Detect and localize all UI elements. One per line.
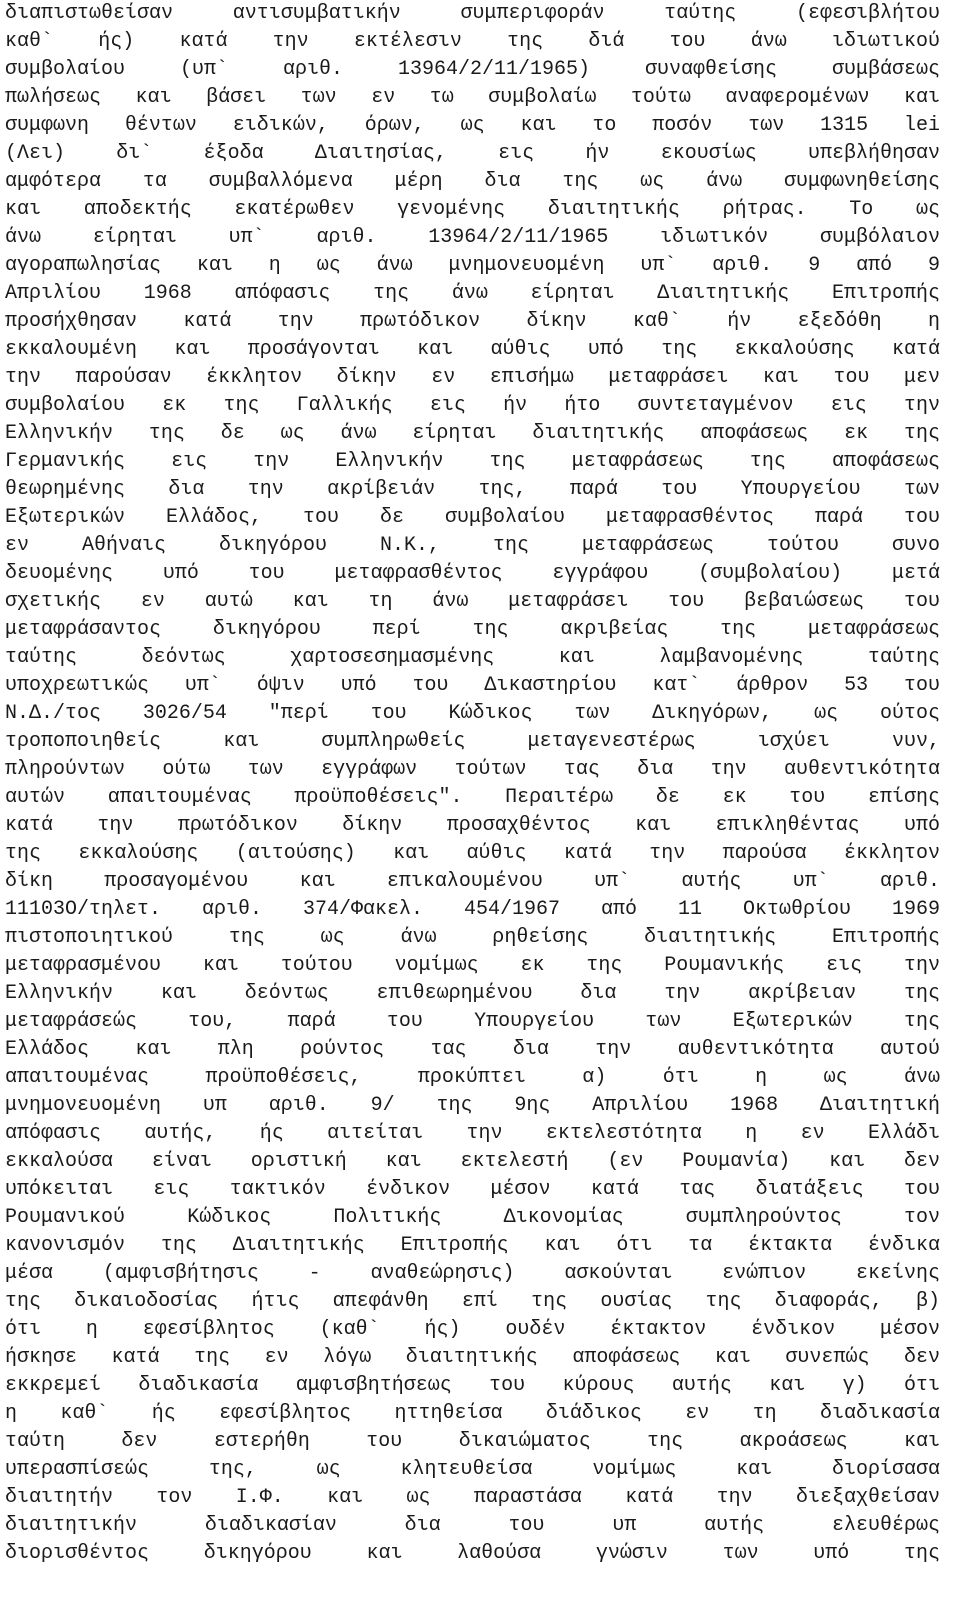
text-line: ήσκησε κατά της εν λόγω διαιτητικής αποφάσεως και συνεπώς δεν — [5, 1346, 940, 1369]
text-line: Απριλίου 1968 απόφασις της άνω είρηται Διαιτητικής Επιτροπής — [5, 282, 940, 305]
text-line: διαιτητικήν διαδικασίαν δια του υπ αυτής ελευθέρως — [5, 1514, 940, 1537]
text-line: πιστοποιητικού της ως άνω ρηθείσης διαιτητικής Επιτροπής — [5, 926, 940, 949]
text-line: ταύτη δεν εστερήθη του δικαιώματος της ακροάσεως και — [5, 1430, 940, 1453]
document-body — [5, 0, 940, 1568]
text-line: συμβολαίου εκ της Γαλλικής εις ήν ήτο συντεταγμένον εις την — [5, 394, 940, 417]
text-line: δευομένης υπό του μεταφρασθέντος εγγράφου (συμβολαίου) μετά — [5, 562, 940, 585]
text-line: ότι η εφεσίβλητος (καθ` ής) ουδέν έκτακτον ένδικον μέσον — [5, 1318, 940, 1341]
text-line: υπερασπίσεώς της, ως κλητευθείσα νομίμως και διορίσασα — [5, 1458, 940, 1481]
text-line: μεταφρασμένου και τούτου νομίμως εκ της Ρουμανικής εις την — [5, 954, 940, 977]
text-line: καθ` ής) κατά την εκτέλεσιν της διά του άνω ιδιωτικού — [5, 30, 940, 53]
text-line: απόφασις αυτής, ής αιτείται την εκτελεστότητα η εν Ελλάδι — [5, 1122, 940, 1145]
text-line: την παρούσαν έκκλητον δίκην εν επισήμω μεταφράσει και του μεν — [5, 366, 940, 389]
text-line: υπόκειται εις τακτικόν ένδικον μέσον κατά τας διατάξεις του — [5, 1178, 940, 1201]
text-line: Ελλάδος και πλη ρούντος τας δια την αυθεντικότητα αυτού — [5, 1038, 940, 1061]
text-line: θεωρημένης δια την ακρίβειάν της, παρά του Υπουργείου των — [5, 478, 940, 501]
text-line: άνω είρηται υπ` αριθ. 13964/2/11/1965 ιδιωτικόν συμβόλαιον — [5, 226, 940, 249]
text-line: Ελληνικήν της δε ως άνω είρηται διαιτητικής αποφάσεως εκ της — [5, 422, 940, 445]
text-line: και αποδεκτής εκατέρωθεν γενομένης διαιτητικής ρήτρας. Το ως — [5, 198, 940, 221]
text-line: διαπιστωθείσαν αντισυμβατικήν συμπεριφοράν ταύτης (εφεσιβλήτου — [5, 2, 940, 25]
text-line: της δικαιοδοσίας ήτις απεφάνθη επί της ουσίας της διαφοράς, β) — [5, 1290, 940, 1313]
text-line: η καθ` ής εφεσίβλητος ηττηθείσα διάδικος εν τη διαδικασία — [5, 1402, 940, 1425]
text-line: προσήχθησαν κατά την πρωτόδικον δίκην καθ` ήν εξεδόθη η — [5, 310, 940, 333]
text-line: Γερμανικής εις την Ελληνικήν της μεταφράσεως της αποφάσεως — [5, 450, 940, 473]
text-line: δίκη προσαγομένου και επικαλουμένου υπ` αυτής υπ` αριθ. — [5, 870, 940, 893]
text-line: πληρούντων ούτω των εγγράφων τούτων τας δια την αυθεντικότητα — [5, 758, 940, 781]
text-line: αυτών απαιτουμένας προϋποθέσεις". Περαιτέρω δε εκ του επίσης — [5, 786, 940, 809]
text-line: 11103Ο/τηλετ. αριθ. 374/Φακελ. 454/1967 από 11 Οκτωθρίου 1969 — [5, 898, 940, 921]
text-line: (Λει) δι` έξοδα Διαιτησίας, εις ήν εκουσίως υπεβλήθησαν — [5, 142, 940, 165]
text-line: κανονισμόν της Διαιτητικής Επιτροπής και ότι τα έκτακτα ένδικα — [5, 1234, 940, 1257]
text-line: αγοραπωλησίας και η ως άνω μνημονευομένη υπ` αριθ. 9 από 9 — [5, 254, 940, 277]
text-line: εν Αθήναις δικηγόρου Ν.Κ., της μεταφράσεως τούτου συνο — [5, 534, 940, 557]
text-line: τροποποιηθείς και συμπληρωθείς μεταγενεστέρως ισχύει νυν, — [5, 730, 940, 753]
text-line: Ελληνικήν και δεόντως επιθεωρημένου δια την ακρίβειαν της — [5, 982, 940, 1005]
text-line: διαιτητήν τον Ι.Φ. και ως παραστάσα κατά την διεξαχθείσαν — [5, 1486, 940, 1509]
text-line: εκκρεμεί διαδικασία αμφισβητήσεως του κύρους αυτής και γ) ότι — [5, 1374, 940, 1397]
text-line: πωλήσεως και βάσει των εν τω συμβολαίω τούτω αναφερομένων και — [5, 86, 940, 109]
text-line: συμφωνη θέντων ειδικών, όρων, ως και το ποσόν των 1315 lei — [5, 114, 940, 137]
text-line: απαιτουμένας προϋποθέσεις, προκύπτει α) ότι η ως άνω — [5, 1066, 940, 1089]
text-line: υποχρεωτικώς υπ` όψιν υπό του Δικαστηρίου κατ` άρθρον 53 του — [5, 674, 940, 697]
text-line: μεταφράσαντος δικηγόρου περί της ακριβείας της μεταφράσεως — [5, 618, 940, 641]
text-line: Ν.Δ./τος 3026/54 "περί του Κώδικος των Δικηγόρων, ως ούτος — [5, 702, 940, 725]
text-line: αμφότερα τα συμβαλλόμενα μέρη δια της ως άνω συμφωνηθείσης — [5, 170, 940, 193]
text-line: Εξωτερικών Ελλάδος, του δε συμβολαίου μεταφρασθέντος παρά του — [5, 506, 940, 529]
text-line: εκκαλούσα είναι οριστική και εκτελεστή (εν Ρουμανία) και δεν — [5, 1150, 940, 1173]
text-line: σχετικής εν αυτώ και τη άνω μεταφράσει του βεβαιώσεως του — [5, 590, 940, 613]
text-line: διορισθέντος δικηγόρου και λαθούσα γνώσιν των υπό της — [5, 1542, 940, 1565]
text-line: μεταφράσεώς του, παρά του Υπουργείου των Εξωτερικών της — [5, 1010, 940, 1033]
text-line: Ρουμανικού Κώδικος Πολιτικής Δικονομίας συμπληρούντος τον — [5, 1206, 940, 1229]
text-line: μέσα (αμφισβήτησις - αναθεώρησις) ασκούνται ενώπιον εκείνης — [5, 1262, 940, 1285]
text-line: κατά την πρωτόδικον δίκην προσαχθέντος και επικληθέντας υπό — [5, 814, 940, 837]
text-line: της εκκαλούσης (αιτούσης) και αύθις κατά την παρούσα έκκλητον — [5, 842, 940, 865]
text-line: ταύτης δεόντως χαρτοσεσημασμένης και λαμβανομένης ταύτης — [5, 646, 940, 669]
text-line: εκκαλουμένη και προσάγονται και αύθις υπό της εκκαλούσης κατά — [5, 338, 940, 361]
text-line: συμβολαίου (υπ` αριθ. 13964/2/11/1965) συναφθείσης συμβάσεως — [5, 58, 940, 81]
text-line: μνημονευομένη υπ αριθ. 9/ της 9ης Απριλίου 1968 Διαιτητική — [5, 1094, 940, 1117]
